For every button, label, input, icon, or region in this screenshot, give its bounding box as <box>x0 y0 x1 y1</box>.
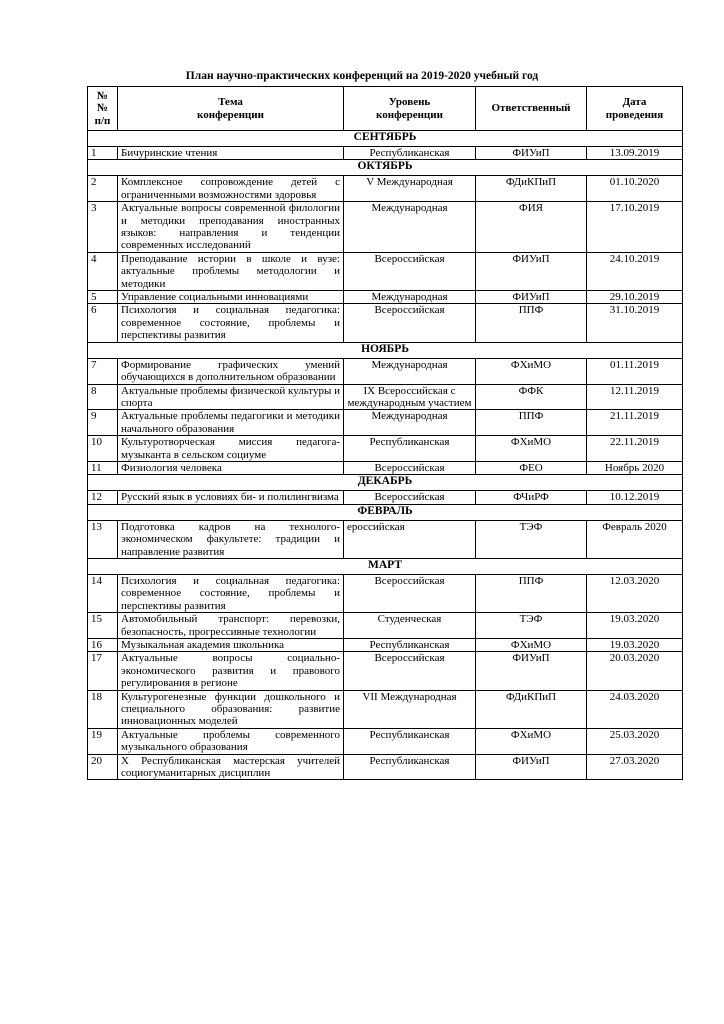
row-number: 17 <box>88 652 118 690</box>
table-row <box>88 639 683 652</box>
conference-level: Республиканская <box>344 728 476 754</box>
conference-date: 20.03.2020 <box>587 652 683 690</box>
row-number: 12 <box>88 491 118 504</box>
conference-date: 01.11.2019 <box>587 358 683 384</box>
row-number: 1 <box>88 147 118 160</box>
conference-topic: Актуальные проблемы физической культуры и спорта <box>118 384 344 410</box>
conference-date: 24.03.2020 <box>587 690 683 728</box>
responsible-unit: ТЭФ <box>476 520 587 558</box>
conference-level: Всероссийская <box>344 574 476 612</box>
conference-topic: Актуальные вопросы социально-экономического развития и правового регулирования в регионе <box>118 652 344 690</box>
conference-date: 25.03.2020 <box>587 728 683 754</box>
conference-date: 10.12.2019 <box>587 491 683 504</box>
row-number: 5 <box>88 291 118 304</box>
row-number: 16 <box>88 639 118 652</box>
conference-level: Всероссийская <box>344 491 476 504</box>
table-row <box>88 291 683 304</box>
responsible-unit: ФДиКПиП <box>476 176 587 202</box>
conference-level: Республиканская <box>344 436 476 462</box>
conference-topic: Культуротворческая миссия педагога-музыканта в сельском социуме <box>118 436 344 462</box>
conference-topic: Психология и социальная педагогика: современное состояние, проблемы и перспективы развития <box>118 304 344 342</box>
conference-topic: Управление социальными инновациями <box>118 291 344 304</box>
table-row <box>88 690 683 728</box>
month-row <box>88 160 683 176</box>
conference-level: Всероссийская <box>344 304 476 342</box>
conference-date: 13.09.2019 <box>587 147 683 160</box>
table-row <box>88 202 683 253</box>
table-body <box>88 131 683 780</box>
header-number: № № п/п <box>88 87 118 131</box>
conference-date: 12.03.2020 <box>587 574 683 612</box>
table-row <box>88 754 683 780</box>
table-row <box>88 491 683 504</box>
conference-topic: Преподавание истории в школе и вузе: актуальные проблемы методологии и методики <box>118 252 344 290</box>
month-label: СЕНТЯБРЬ <box>88 131 683 147</box>
table-row <box>88 358 683 384</box>
table-row <box>88 304 683 342</box>
conference-date: 12.11.2019 <box>587 384 683 410</box>
conference-topic: Актуальные вопросы современной филологии и методики преподавания иностранных языков: направления и тенденции современных исследований <box>118 202 344 253</box>
row-number: 14 <box>88 574 118 612</box>
responsible-unit: ФИУиП <box>476 754 587 780</box>
conference-plan-table <box>87 86 683 780</box>
conference-topic: X Республиканская мастерская учителей социогуманитарных дисциплин <box>118 754 344 780</box>
month-row <box>88 342 683 358</box>
table-row <box>88 613 683 639</box>
header-date: Дата проведения <box>587 87 683 131</box>
table-row <box>88 461 683 474</box>
table-row <box>88 728 683 754</box>
conference-topic: Комплексное сопровождение детей с ограниченными возможностями здоровья <box>118 176 344 202</box>
conference-level: Международная <box>344 291 476 304</box>
conference-topic: Бичуринские чтения <box>118 147 344 160</box>
responsible-unit: ППФ <box>476 304 587 342</box>
responsible-unit: ФИЯ <box>476 202 587 253</box>
conference-date: 19.03.2020 <box>587 639 683 652</box>
responsible-unit: ФХиМО <box>476 728 587 754</box>
responsible-unit: ФЕО <box>476 461 587 474</box>
conference-date: 29.10.2019 <box>587 291 683 304</box>
month-row <box>88 131 683 147</box>
month-row <box>88 558 683 574</box>
table-row <box>88 652 683 690</box>
conference-level: Республиканская <box>344 754 476 780</box>
responsible-unit: ТЭФ <box>476 613 587 639</box>
conference-level: IX Всероссийская с международным участием <box>344 384 476 410</box>
row-number: 4 <box>88 252 118 290</box>
conference-date: 27.03.2020 <box>587 754 683 780</box>
table-row <box>88 176 683 202</box>
row-number: 8 <box>88 384 118 410</box>
conference-topic: Психология и социальная педагогика: современное состояние, проблемы и перспективы развития <box>118 574 344 612</box>
month-label: ФЕВРАЛЬ <box>88 504 683 520</box>
conference-topic: Физиология человека <box>118 461 344 474</box>
responsible-unit: ФХиМО <box>476 358 587 384</box>
responsible-unit: ППФ <box>476 574 587 612</box>
conference-level: Всероссийская <box>344 252 476 290</box>
conference-topic: Актуальные проблемы современного музыкального образования <box>118 728 344 754</box>
table-row <box>88 410 683 436</box>
conference-topic: Русский язык в условиях би- и полилингвизма <box>118 491 344 504</box>
conference-level: Международная <box>344 202 476 253</box>
row-number: 13 <box>88 520 118 558</box>
responsible-unit: ППФ <box>476 410 587 436</box>
conference-date: 01.10.2020 <box>587 176 683 202</box>
conference-level: V Международная <box>344 176 476 202</box>
conference-level: Республиканская <box>344 639 476 652</box>
responsible-unit: ФХиМО <box>476 639 587 652</box>
row-number: 18 <box>88 690 118 728</box>
row-number: 11 <box>88 461 118 474</box>
table-row <box>88 520 683 558</box>
month-label: ДЕКАБРЬ <box>88 475 683 491</box>
row-number: 20 <box>88 754 118 780</box>
conference-topic: Музыкальная академия школьника <box>118 639 344 652</box>
conference-date: 31.10.2019 <box>587 304 683 342</box>
responsible-unit: ФХиМО <box>476 436 587 462</box>
row-number: 19 <box>88 728 118 754</box>
conference-level: VII Международная <box>344 690 476 728</box>
conference-date: Февраль 2020 <box>587 520 683 558</box>
row-number: 6 <box>88 304 118 342</box>
document-title: План научно-практических конференций на 2019-2020 учебный год <box>185 70 539 82</box>
responsible-unit: ФИУиП <box>476 147 587 160</box>
conference-date: Ноябрь 2020 <box>587 461 683 474</box>
conference-topic: Формирование графических умений обучающихся в дополнительном образовании <box>118 358 344 384</box>
conference-date: 21.11.2019 <box>587 410 683 436</box>
header-responsible: Ответственный <box>476 87 587 131</box>
row-number: 7 <box>88 358 118 384</box>
conference-level: Студенческая <box>344 613 476 639</box>
conference-topic: Культурогенезные функции дошкольного и специального образования: развитие инновационных моделей <box>118 690 344 728</box>
table-row <box>88 252 683 290</box>
table-row <box>88 384 683 410</box>
table-header-row <box>88 87 683 131</box>
responsible-unit: ФФК <box>476 384 587 410</box>
header-level: Уровень конференции <box>344 87 476 131</box>
conference-topic: Подготовка кадров на технолого-экономическом факультете: традиции и направление развития <box>118 520 344 558</box>
conference-topic: Автомобильный транспорт: перевозки, безопасность, прогрессивные технологии <box>118 613 344 639</box>
row-number: 3 <box>88 202 118 253</box>
responsible-unit: ФИУиП <box>476 291 587 304</box>
conference-level: Всероссийская <box>344 461 476 474</box>
row-number: 15 <box>88 613 118 639</box>
month-label: МАРТ <box>88 558 683 574</box>
conference-date: 22.11.2019 <box>587 436 683 462</box>
row-number: 2 <box>88 176 118 202</box>
row-number: 9 <box>88 410 118 436</box>
conference-date: 19.03.2020 <box>587 613 683 639</box>
conference-level: ероссийская <box>344 520 476 558</box>
responsible-unit: ФДиКПиП <box>476 690 587 728</box>
responsible-unit: ФИУиП <box>476 252 587 290</box>
conference-topic: Актуальные проблемы педагогики и методики начального образования <box>118 410 344 436</box>
month-label: ОКТЯБРЬ <box>88 160 683 176</box>
month-row <box>88 504 683 520</box>
month-label: НОЯБРЬ <box>88 342 683 358</box>
conference-date: 17.10.2019 <box>587 202 683 253</box>
conference-level: Республиканская <box>344 147 476 160</box>
conference-date: 24.10.2019 <box>587 252 683 290</box>
table-row <box>88 147 683 160</box>
conference-level: Всероссийская <box>344 652 476 690</box>
month-row <box>88 475 683 491</box>
header-topic: Тема конференции <box>118 87 344 131</box>
responsible-unit: ФИУиП <box>476 652 587 690</box>
conference-level: Международная <box>344 410 476 436</box>
conference-level: Международная <box>344 358 476 384</box>
row-number: 10 <box>88 436 118 462</box>
table-row <box>88 574 683 612</box>
table-row <box>88 436 683 462</box>
responsible-unit: ФЧиРФ <box>476 491 587 504</box>
